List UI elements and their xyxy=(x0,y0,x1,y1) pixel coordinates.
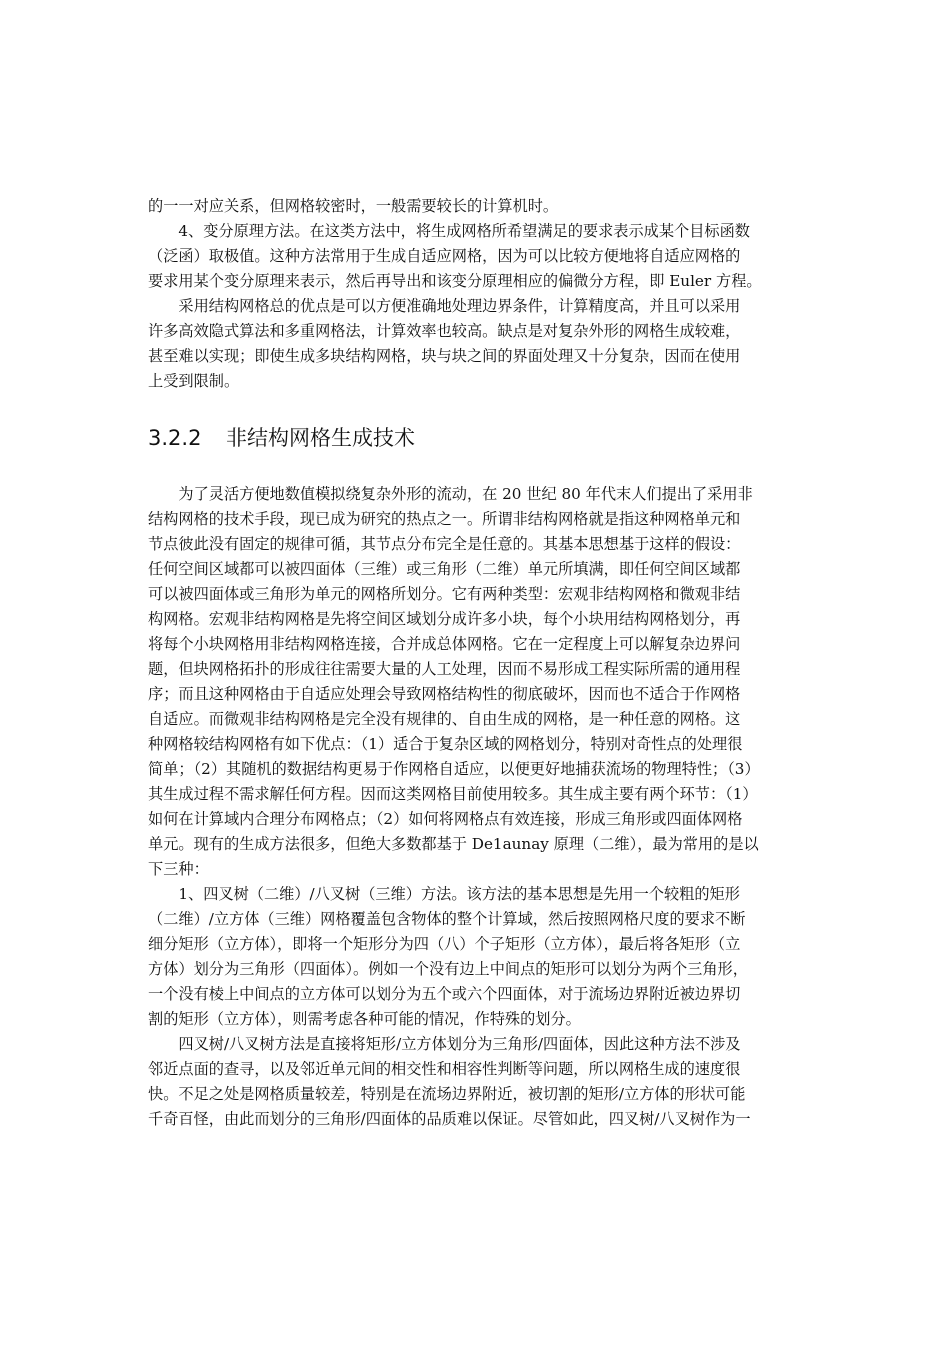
section-title: 非结构网格生成技术 xyxy=(226,426,415,450)
text-line: 简单；（2）其随机的数据结构更易于作网格自适应，以便更好地捕获流场的物理特性；（3） xyxy=(148,760,760,778)
text-line: 自适应。而微观非结构网格是完全没有规律的、自由生成的网格，是一种任意的网格。这 xyxy=(148,710,741,728)
text-line: 结构网格的技术手段，现已成为研究的热点之一。所谓非结构网格就是指这种网格单元和 xyxy=(148,510,741,528)
text-line: 任何空间区域都可以被四面体（三维）或三角形（二维）单元所填满，即任何空间区域都 xyxy=(148,560,741,578)
text-line: （二维）/立方体（三维）网格覆盖包含物体的整个计算域，然后按照网格尺度的要求不断 xyxy=(148,910,746,928)
paragraph-block-top xyxy=(148,194,804,394)
text-line: 将每个小块网格用非结构网格连接，合并成总体网格。它在一定程度上可以解复杂边界问 xyxy=(148,635,741,653)
text-line: 采用结构网格总的优点是可以方便准确地处理边界条件，计算精度高，并且可以采用 xyxy=(148,297,741,315)
text-line: 快。不足之处是网格质量较差，特别是在流场边界附近，被切割的矩形/立方体的形状可能 xyxy=(148,1085,746,1103)
text-line: 下三种： xyxy=(148,860,209,878)
text-line: 1、四叉树（二维）/八叉树（三维）方法。该方法的基本思想是先用一个较粗的矩形 xyxy=(148,885,740,903)
text-line: 节点彼此没有固定的规律可循，其节点分布完全是任意的。其基本思想基于这样的假设： xyxy=(148,535,741,553)
text-line: 要求用某个变分原理来表示，然后再导出和该变分原理相应的偏微分方程，即 Euler 方程。 xyxy=(148,272,762,290)
text-line: 其生成过程不需求解任何方程。因而这类网格目前使用较多。其生成主要有两个环节：（1） xyxy=(148,785,758,803)
text-line: 4、变分原理方法。在这类方法中，将生成网格所希望满足的要求表示成某个目标函数 xyxy=(148,222,750,240)
text-line: 为了灵活方便地数值模拟绕复杂外形的流动，在 20 世纪 80 年代末人们提出了采用非 xyxy=(148,485,753,503)
text-line: 一个没有棱上中间点的立方体可以划分为五个或六个四面体，对于流场边界附近被边界切 xyxy=(148,985,741,1003)
text-line: 构网格。宏观非结构网格是先将空间区域划分成许多小块，每个小块用结构网格划分，再 xyxy=(148,610,741,628)
text-line: 单元。现有的生成方法很多，但绝大多数都基于 De1aunay 原理（二维），最为常用的是以 xyxy=(148,835,759,853)
text-line: 上受到限制。 xyxy=(148,372,240,390)
paragraph-block-main xyxy=(148,482,804,1132)
text-line: 的一一对应关系，但网格较密时，一般需要较长的计算机时。 xyxy=(148,197,559,215)
text-line: 千奇百怪，由此而划分的三角形/四面体的品质难以保证。尽管如此，四叉树/八叉树作为一 xyxy=(148,1110,751,1128)
text-line: 方体）划分为三角形（四面体）。例如一个没有边上中间点的矩形可以划分为两个三角形， xyxy=(148,960,748,978)
text-line: 邻近点面的查寻，以及邻近单元间的相交性和相容性判断等问题，所以网格生成的速度很 xyxy=(148,1060,741,1078)
text-line: 细分矩形（立方体），即将一个矩形分为四（八）个子矩形（立方体），最后将各矩形（立 xyxy=(148,935,741,953)
text-line: 割的矩形（立方体），则需考虑各种可能的情况，作特殊的划分。 xyxy=(148,1010,581,1028)
text-line: 种网格较结构网格有如下优点：（1）适合于复杂区域的网格划分，特别对奇性点的处理很 xyxy=(148,735,743,753)
text-line: 许多高效隐式算法和多重网格法，计算效率也较高。缺点是对复杂外形的网格生成较难， xyxy=(148,322,741,340)
section-number: 3.2.2 xyxy=(148,426,202,450)
text-line: 序；而且这种网格由于自适应处理会导致网格结构性的彻底破坏，因而也不适合于作网格 xyxy=(148,685,741,703)
section-heading xyxy=(148,422,415,454)
text-line: 甚至难以实现；即使生成多块结构网格，块与块之间的界面处理又十分复杂，因而在使用 xyxy=(148,347,741,365)
text-line: 四叉树/八叉树方法是直接将矩形/立方体划分为三角形/四面体，因此这种方法不涉及 xyxy=(148,1035,741,1053)
text-line: （泛函）取极值。这种方法常用于生成自适应网格，因为可以比较方便地将自适应网格的 xyxy=(148,247,741,265)
text-line: 如何在计算域内合理分布网格点；（2）如何将网格点有效连接，形成三角形或四面体网格 xyxy=(148,810,743,828)
text-line: 可以被四面体或三角形为单元的网格所划分。它有两种类型：宏观非结构网格和微观非结 xyxy=(148,585,741,603)
text-line: 题，但块网格拓扑的形成往往需要大量的人工处理，因而不易形成工程实际所需的通用程 xyxy=(148,660,741,678)
